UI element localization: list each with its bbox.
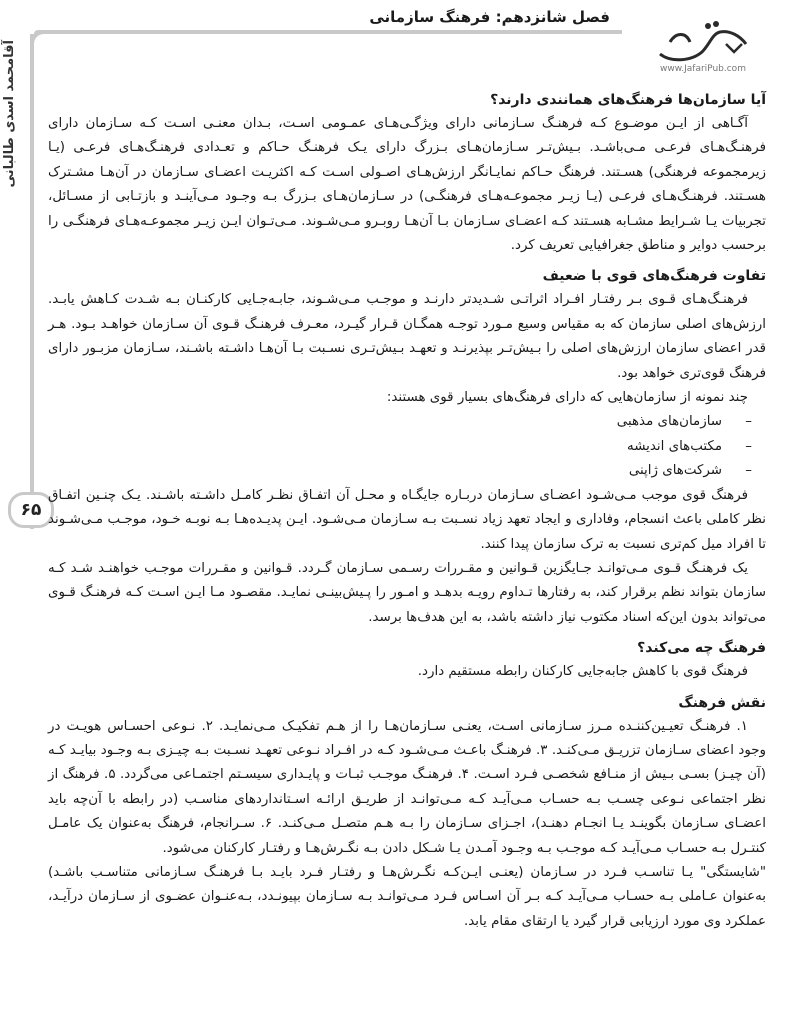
side-author-label <box>2 40 30 210</box>
page-body <box>48 82 766 934</box>
paragraph: آگـاهی از ایـن موضـوع کـه فرهنـگ سـازمانی دارای ویژگـی‌هـای عمـومی اسـت، بـدان معنـی اسـت کـه سـازمان دارای فرهنـگ‌هـای فرعـی مـی‌باشـد. بـیش‌تـر سـازمان‌هـای بـزرگ دارای یـک فرهنـگ حـاکم و تعـدادی فرهنـگ‌هـای فرعـی (یـا زیرمجموعه فرهنگی) هسـتند. فرهنگ حـاکم نمایـانگر ارزش‌هـای اصـولی اسـت کـه اکثریـت اعضـای سـازمان در آن‌هـا مشـترک هسـتند. فرهنـگ‌هـای فرعـی (یـا زیـر مجموعـه‌هـای فرهنگـی) در سـازمان‌هـای بـزرگ بـه وجـود مـی‌آینـد و بازتـابی از مسـائل، تجربیات یـا شـرایط مشـابه هسـتند کـه اعضـای سـازمان بـا آن‌هـا روبـرو مـی‌شـوند. مـی‌تـوان ایـن زیـر مجموعـه‌هـای فرهنگـی را برحسب دوایر و مناطق جغرافیایی تعریف کرد. <box>48 116 766 254</box>
paragraph: فرهنـگ‌هـای قـوی بـر رفتـار افـراد اثراتـی شـدیدتر دارنـد و موجـب مـی‌شـوند، جابـه‌جـایی کارکنـان بـه شـدت کـاهش یابـد. ارزش‌های اصلی سازمان که به مقیاس وسیع مـورد توجـه همگـان قـرار گیـرد، معـرف فرهنـگ قـوی آن سـازمان خواهـد بـود. هـر قدر اعضای سازمان ارزش‌های اصلی را بـیش‌تـر بپذیرنـد و تعهـد بـیش‌تـری نسـبت بـا آن‌هـا داشـته باشـند، سـازمان مزبـور دارای فرهنگ قوی‌تری خواهد بود. <box>48 292 766 381</box>
page-frame-left <box>30 34 34 489</box>
list-item: –سازمان‌های مذهبی <box>616 414 752 430</box>
section-heading: نقش فرهنگ <box>678 694 766 711</box>
paragraph: فرهنگ قوی با کاهش جابه‌جایی کارکنان رابطه مستقیم دارد. <box>417 664 748 680</box>
paragraph: چند نمونه از سازمان‌هایی که دارای فرهنگ‌های بسیار قوی هستند: <box>386 390 748 406</box>
section-heading: تفاوت فرهنگ‌های قوی با ضعیف <box>542 268 766 285</box>
page-number: ۶۵ <box>8 492 54 528</box>
publisher-url: www.JafariPub.com <box>660 64 746 74</box>
list-item-text: مکتب‌های اندیشه <box>627 438 722 454</box>
list-item: –شرکت‌های ژاپنی <box>628 463 752 479</box>
page-frame-top <box>34 30 622 34</box>
list-item-text: شرکت‌های ژاپنی <box>628 463 722 479</box>
chapter-title: فصل شانزدهم: فرهنگ سازمانی <box>369 8 610 26</box>
list-item-text: سازمان‌های مذهبی <box>616 414 722 430</box>
paragraph: "شایستگی" یـا تناسـب فـرد در سـازمان (یعنـی ایـن‌کـه نگـرش‌هـا و رفتـار فـرد بایـد بـا فرهنـگ سـازمانی متناسـب باشـد) به‌عنوان عـاملی بـه حسـاب مـی‌آیـد کـه بـر آن اسـاس فـرد مـی‌توانـد بـه سـازمان بپیونـدد، بـه‌عنـوان عضـوی از سـازمان درآیـد، عملکرد وی مورد ارزیابی قرار گیرد یا ارتقای مقام یابد. <box>48 864 766 929</box>
section-heading: آیا سازمان‌ها فرهنگ‌های همانندی دارند؟ <box>490 92 766 108</box>
section-heading: فرهنگ چه می‌کند؟ <box>637 640 766 657</box>
paragraph: یک فرهنـگ قـوی مـی‌توانـد جـایگزین قـوانین و مقـررات رسـمی سـازمان گـردد. قـوانین و مقـررات موجـب خواهنـد شـد کـه سازمان بتواند نظم برقرار کند، به رفتارها تـداوم رویـه بدهـد و امـور را پـیش‌بینـی نمایـد. مقصـود مـا ایـن اسـت کـه فرهنـگ قـوی می‌تواند بدون این‌که اسناد مکتوب نیاز داشته باشد، به این هدف‌ها برسد. <box>48 560 766 625</box>
side-author-text: آقامحمد اسدی طالبانی <box>2 40 17 188</box>
list-item: –مکتب‌های اندیشه <box>627 438 752 454</box>
paragraph: فرهنگ قوی موجب مـی‌شـود اعضـای سـازمان دربـاره جایگـاه و محـل آن اتفـاق نظـر کامـل داشـته باشـند. یـک چنـین اتفـاق نظر کاملی باعث انسجام، وفاداری و ایجاد تعهد زیاد نسـبت بـه سـازمان مـی‌شـود. ایـن پدیـده‌هـا بـه نوبـه خـود، موجـب مـی‌شـوند تا افراد میل کم‌تری نسبت به ترک سازمان پیدا کنند. <box>48 487 766 552</box>
paragraph: ۱. فرهنـگ تعیـین‌کننـده مـرز سـازمانی اسـت، یعنـی سـازمان‌هـا را از هـم تفکیـک مـی‌نمایـد. ۲. نـوعی احسـاس هویـت در وجود اعضای سـازمان تزریـق مـی‌کنـد. ۳. فرهنـگ باعـث مـی‌شـود کـه در افـراد نـوعی تعهـد نسـبت بـه چیـزی بـه وجـود بیایـد کـه (آن چیـز) بسـی بـیش از منـافع شخصـی فـرد اسـت. ۴. فرهنـگ موجـب ثبـات و پایـداری سیسـتم اجتمـاعی می‌گردد. ۵. فرهنگ از نظر اجتماعی نـوعی چسـب بـه حسـاب مـی‌آیـد کـه مـی‌توانـد از طریـق ارائـه اسـتانداردهای مناسـب (در رابطه با آن‌چه باید اعضـای سـازمان بگوینـد یـا انجـام دهنـد)، اجـزای سـازمان را بـه هـم متصـل مـی‌کنـد. ۶. سـرانجام، فرهنگ به‌عنوان یک عامـل کنتـرل بـه حسـاب مـی‌آیـد کـه موجـب بـه وجـود آمـدن یـا شـکل دادن بـه نگـرش‌هـا و رفتـار کارکنان می‌شود. <box>48 718 766 856</box>
